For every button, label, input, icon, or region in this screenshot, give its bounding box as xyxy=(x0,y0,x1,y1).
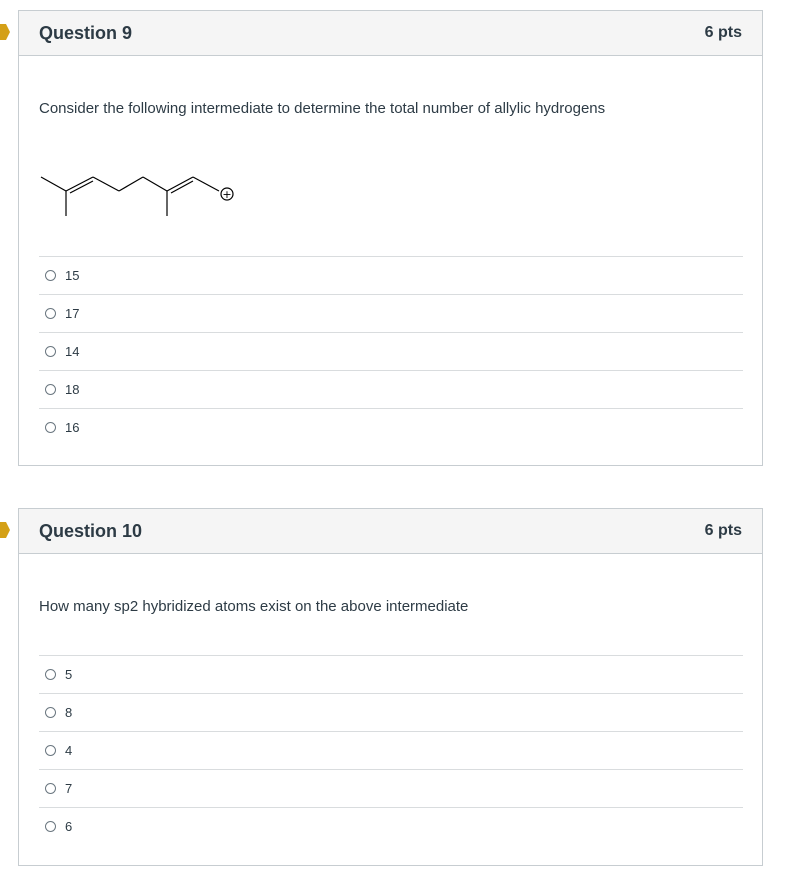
answer-option[interactable] xyxy=(39,655,743,693)
radio-button[interactable] xyxy=(45,783,56,794)
radio-button[interactable] xyxy=(45,422,56,433)
answer-option[interactable] xyxy=(39,807,743,845)
radio-button[interactable] xyxy=(45,346,56,357)
question-text: Consider the following intermediate to determine the total number of allylic hydrogens xyxy=(39,100,606,117)
answer-label[interactable]: 6 xyxy=(65,819,73,834)
question-points: 6 pts xyxy=(704,24,742,41)
answer-label[interactable]: 7 xyxy=(65,781,73,796)
radio-button[interactable] xyxy=(45,707,56,718)
question-card-9 xyxy=(18,10,763,466)
answer-label[interactable]: 5 xyxy=(65,667,73,682)
answer-option[interactable] xyxy=(39,408,743,446)
answer-label[interactable]: 17 xyxy=(65,306,80,321)
question-flag-icon[interactable] xyxy=(0,522,10,538)
question-header xyxy=(19,11,762,56)
answer-option[interactable] xyxy=(39,256,743,294)
answer-label[interactable]: 15 xyxy=(65,268,80,283)
answer-option[interactable] xyxy=(39,294,743,332)
question-points: 6 pts xyxy=(704,522,742,539)
cation-charge-symbol: + xyxy=(222,188,232,201)
answer-label[interactable]: 8 xyxy=(65,705,73,720)
answer-option[interactable] xyxy=(39,693,743,731)
question-title: Question 9 xyxy=(39,22,133,43)
answer-option[interactable] xyxy=(39,769,743,807)
radio-button[interactable] xyxy=(45,821,56,832)
question-title: Question 10 xyxy=(39,520,143,541)
molecule-structure-image xyxy=(39,171,249,221)
radio-button[interactable] xyxy=(45,384,56,395)
question-header xyxy=(19,509,762,554)
answer-label[interactable]: 4 xyxy=(65,743,73,758)
answer-option[interactable] xyxy=(39,731,743,769)
answer-list xyxy=(39,256,743,446)
radio-button[interactable] xyxy=(45,745,56,756)
answer-label[interactable]: 18 xyxy=(65,382,80,397)
answer-option[interactable] xyxy=(39,370,743,408)
answer-list xyxy=(39,655,743,845)
radio-button[interactable] xyxy=(45,308,56,319)
radio-button[interactable] xyxy=(45,669,56,680)
question-card-10 xyxy=(18,508,763,866)
answer-label[interactable]: 16 xyxy=(65,420,80,435)
question-text: How many sp2 hybridized atoms exist on the above intermediate xyxy=(39,598,469,615)
answer-label[interactable]: 14 xyxy=(65,344,80,359)
question-flag-icon[interactable] xyxy=(0,24,10,40)
radio-button[interactable] xyxy=(45,270,56,281)
answer-option[interactable] xyxy=(39,332,743,370)
